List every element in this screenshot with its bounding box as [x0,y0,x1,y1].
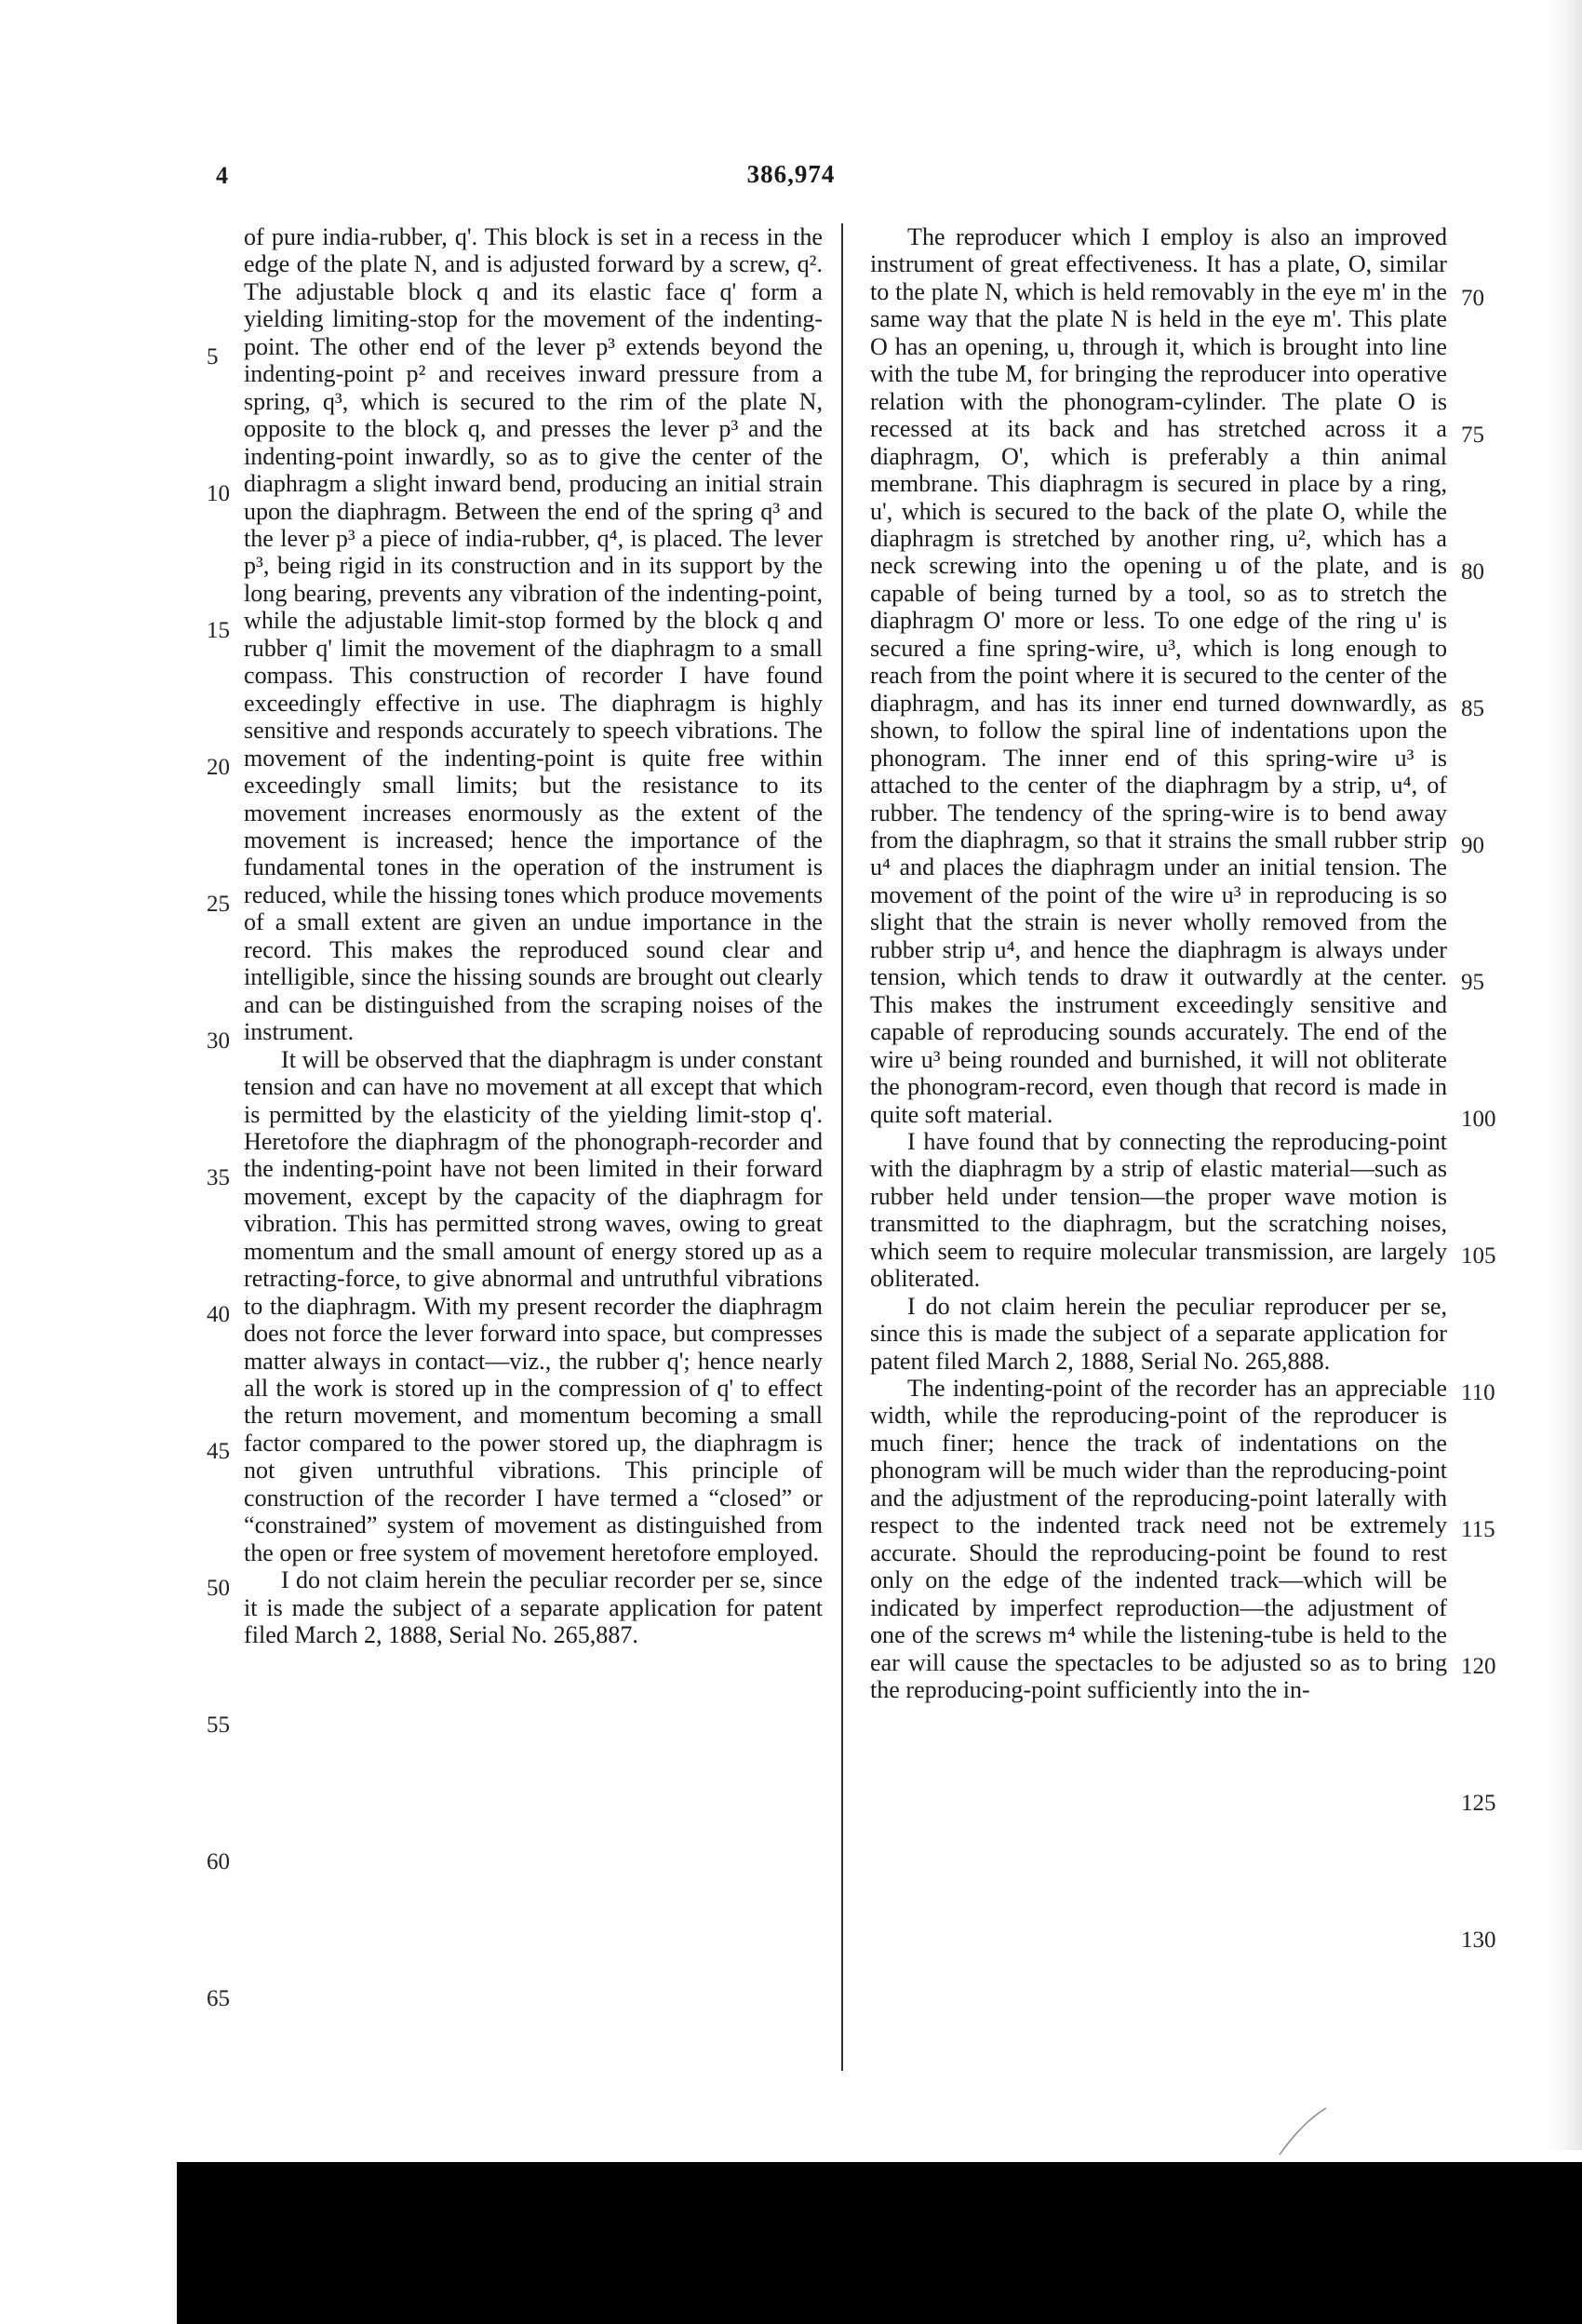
right-line-number: 95 [1461,970,1484,995]
left-line-number: 45 [207,1439,230,1464]
left-line-number: 5 [207,344,219,369]
right-line-number: 115 [1461,1517,1495,1542]
right-paragraph-2: I have found that by connecting the reproducing-point with the diaphragm by a strip of elastic material—such as rubber held under tension—the proper wave motion is transmitted to the diaphragm, but the scratching noises, which seem to require molecular transmission, are largely obliterated. [870,1127,1447,1293]
left-line-number: 25 [207,892,230,917]
right-paragraph-4: The indenting-point of the recorder has an appreciable width, while the reproducing-point of the reproducer is much finer; hence the track of indentations on the phonogram will be much wider than the reproducing-point and the adjustment of the reproducing-point laterally with respect to the indented track need not be extremely accurate. Should the reproducing-point be found to rest only on the edge of the indented track—which will be indicated by imperfect reproduction—the adjustment of one of the screws m⁴ while the listening-tube is held to the ear will cause the spectacles to be adjusted so as to bring the reproducing-point sufficiently into the in- [870,1375,1447,1704]
right-line-number: 100 [1461,1107,1496,1132]
left-paragraph-2: It will be observed that the diaphragm is under constant tension and can have no movement at all except that which is permitted by the elasticity of the yielding limit-stop q'. Heretofore the diaphragm of the phonograph-recorder and the indenting-point have not been limited in their forward movement, except by the capacity of the diaphragm for vibration. This has permitted strong waves, owing to great momentum and the small amount of energy stored up as a retracting-force, to give abnormal and untruthful vibrations to the diaphragm. With my present recorder the diaphragm does not force the lever forward into space, but compresses matter always in contact—viz., the rubber q'; hence nearly all the work is stored up in the compression of q' to effect the return movement, and momentum becoming a small factor compared to the power stored up, the diaphragm is not given untruthful vibrations. This principle of construction of the recorder I have termed a “closed” or “constrained” system of movement as distinguished from the open or free system of movement heretofore employed. [244,1045,823,1566]
left-line-number: 30 [207,1028,230,1054]
left-paragraph-1: of pure india-rubber, q'. This block is set in a recess in the edge of the plate N, and is adjusted forward by a screw, q². The adjustable block q and its elastic face q' form a yielding limiting-stop for the movement of the indenting-point. The other end of the lever p³ extends beyond the indenting-point p² and receives inward pressure from a spring, q³, which is secured to the rim of the plate N, opposite to the block q, and presses the lever p³ and the indenting-point inwardly, so as to give the center of the diaphragm a slight inward bend, producing an initial strain upon the diaphragm. Between the end of the spring q³ and the lever p³ a piece of india-rubber, q⁴, is placed. The lever p³, being rigid in its construction and in its support by the long bearing, prevents any vibration of the indenting-point, while the adjustable limit-stop formed by the block q and rubber q' limit the movement of the diaphragm to a small compass. This construction of recorder I have found exceedingly effective in use. The diaphragm is highly sensitive and responds accurately to speech vibrations. The movement of the indenting-point is quite free within exceedingly small limits; but the resistance to its movement increases enormously as the extent of the movement is increased; hence the importance of the fundamental tones in the operation of the instrument is reduced, while the hissing tones which produce movements of a small extent are given an undue importance in the record. This makes the reproduced sound clear and intelligible, since the hissing sounds are brought out clearly and can be distinguished from the scraping noises of the instrument. [244,223,823,1046]
left-line-number: 10 [207,481,230,506]
right-line-number: 85 [1461,696,1484,721]
right-line-number: 130 [1461,1928,1496,1953]
left-line-number: 40 [207,1302,230,1327]
page-number: 4 [216,162,228,189]
right-line-number: 70 [1461,286,1484,311]
page-edge-shading [1545,0,1582,2150]
right-paragraph-1: The reproducer which I employ is also an improved instrument of great effectiveness. It has a plate, O, similar to the plate N, which is held removably in the eye m' in the same way that the plate N is held in the eye m'. This plate O has an opening, u, through it, which is brought into line with the tube M, for bringing the reproducer into operative relation with the phonogram-cylinder. The plate O is recessed at its back and has stretched across it a diaphragm, O', which is preferably a thin animal membrane. This diaphragm is secured in place by a ring, u', which is secured to the back of the plate O, while the diaphragm is stretched by another ring, u², which has a neck screwing into the opening u of the plate, and is capable of being turned by a tool, so as to stretch the diaphragm O' more or less. To one edge of the ring u' is secured a fine spring-wire, u³, which is long enough to reach from the point where it is secured to the center of the diaphragm, and has its inner end turned downwardly, as shown, to follow the spiral line of indentations upon the phonogram. The inner end of this spring-wire u³ is attached to the center of the diaphragm by a strip, u⁴, of rubber. The tendency of the spring-wire is to bend away from the diaphragm, so that it strains the small rubber strip u⁴ and places the diaphragm under an initial tension. The movement of the point of the wire u³ in reproducing is so slight that the strain is never wholly removed from the rubber strip u⁴, and hence the diaphragm is always under tension, which tends to draw it outwardly at the center. This makes the instrument exceedingly sensitive and capable of reproducing sounds accurately. The end of the wire u³ being rounded and burnished, it will not obliterate the phonogram-record, even though that record is made in quite soft material. [870,223,1447,1128]
right-paragraph-3: I do not claim herein the peculiar reproducer per se, since this is made the subject of a separate application for patent filed March 2, 1888, Serial No. 265,888. [870,1292,1447,1375]
left-line-number: 35 [207,1165,230,1190]
left-line-number: 15 [207,618,230,643]
column-divider [841,223,843,2071]
right-line-number: 90 [1461,833,1484,858]
right-line-number: 125 [1461,1791,1496,1816]
left-column [244,223,823,2113]
left-line-number: 60 [207,1849,230,1874]
left-line-number: 20 [207,755,230,780]
left-line-number: 55 [207,1713,230,1738]
right-line-number: 105 [1461,1243,1496,1269]
patent-number: 386,974 [746,160,836,188]
right-line-number: 75 [1461,423,1484,448]
left-line-number: 65 [207,1986,230,2011]
scan-border-bar [177,2162,1582,2324]
left-line-number: 50 [207,1576,230,1601]
right-line-number: 80 [1461,559,1484,584]
right-column [870,223,1447,2113]
left-paragraph-3: I do not claim herein the peculiar recorder per se, since it is made the subject of a separate application for patent filed March 2, 1888, Serial No. 265,887. [244,1566,823,1649]
right-line-number: 120 [1461,1654,1496,1679]
scan-stray-mark [1275,2103,1331,2159]
right-line-number: 110 [1461,1380,1495,1405]
